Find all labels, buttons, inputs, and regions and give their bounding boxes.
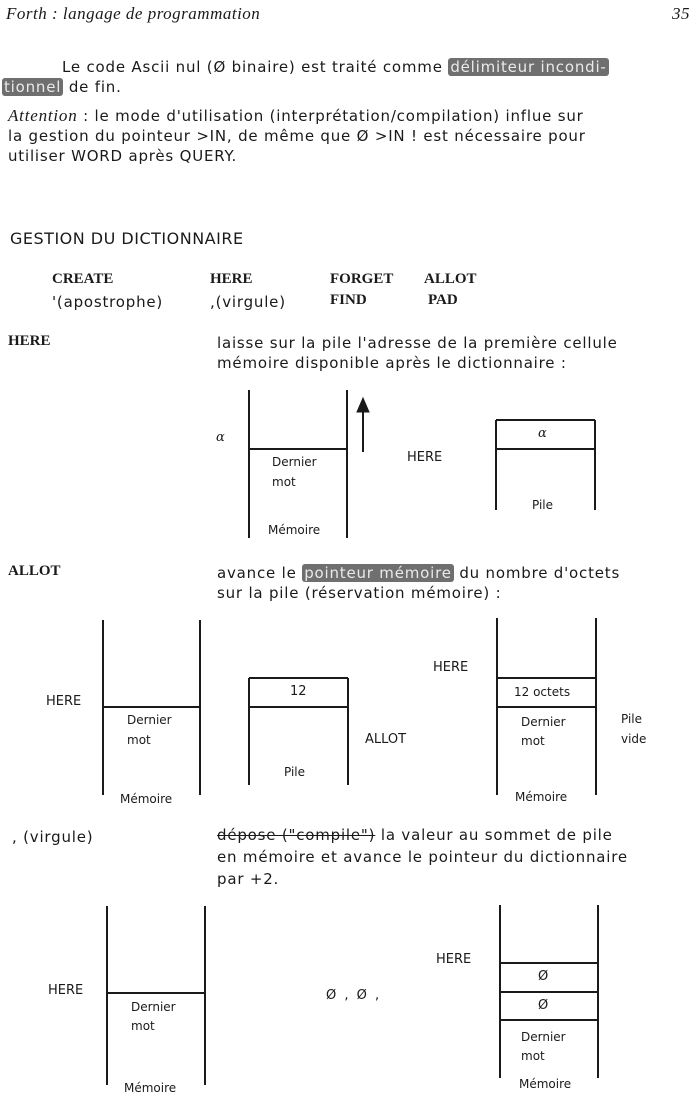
allot-memoire2-label: Mémoire [515,790,568,804]
allot-here-right: HERE [433,660,469,675]
attention-line-2: la gestion du pointeur >IN, de même que Ø >IN ! est nécessaire pour [8,127,586,145]
comma-text-b: la valeur au sommet de pile [380,826,613,844]
def-here-line-1: laisse sur la pile l'adresse de la première cellule [217,334,618,352]
attention-line-3: utiliser WORD après QUERY. [8,147,238,165]
comma-dernier-label: Dernier [131,1000,176,1014]
section-title: GESTION DU DICTIONNAIRE [10,229,244,248]
intro-highlight-2: tionnel [4,78,62,96]
word-apostrophe: '(apostrophe) [52,293,164,311]
here-mot-label: mot [272,475,296,489]
def-comma-line-2: en mémoire et avance le pointeur du dictionnaire [217,848,628,866]
comma-stack-zero-1: Ø [538,969,549,984]
attention-word: Attention [8,106,78,125]
allot-mot2-label: mot [521,734,545,748]
page-number: 35 [672,4,690,23]
def-term-allot: ALLOT [8,563,61,579]
word-allot: ALLOT [424,271,477,287]
here-dernier-label: Dernier [272,455,317,469]
comma-mot-label: mot [131,1019,155,1033]
allot-pile-label: Pile [284,765,306,779]
word-virgule: ,(virgule) [210,293,286,311]
allot-text-b: du nombre d'octets [459,564,621,582]
word-create: CREATE [52,271,114,287]
def-comma-line-3: par +2. [217,870,280,888]
here-memoire-label: Mémoire [268,523,321,537]
word-here: HERE [210,271,253,287]
running-header: Forth : langage de programmation [6,4,261,23]
intro-highlight: délimiteur incondi- [450,58,607,76]
intro-text-2: de fin. [68,78,122,96]
allot-memoire-label: Mémoire [120,792,173,806]
def-term-comma: , (virgule) [12,828,94,846]
word-find: FIND [330,292,367,308]
word-pad: PAD [428,292,458,308]
here-alpha-label: α [216,430,225,445]
comma-strike-text: dépose ("compile") [217,826,376,844]
comma-memoire-label: Mémoire [124,1081,177,1095]
def-allot-line-2: sur la pile (réservation mémoire) : [217,584,502,602]
allot-allot-label: ALLOT [365,732,407,747]
word-forget: FORGET [330,271,394,287]
here-stack-alpha: α [538,426,547,441]
intro-text: Le code Ascii nul (Ø binaire) est traité comme [62,58,443,76]
comma-code-label: Ø , Ø , [326,988,382,1003]
allot-dernier-label: Dernier [127,713,172,727]
comma-stack-zero-2: Ø [538,998,549,1013]
allot-vide-label: vide [621,732,647,746]
def-term-here: HERE [8,333,51,349]
comma-memoire2-label: Mémoire [519,1077,572,1091]
comma-here-right: HERE [436,952,472,967]
here-here-label: HERE [407,450,443,465]
def-here-line-2: mémoire disponible après le dictionnaire : [217,354,567,372]
allot-stack-12: 12 [290,684,307,699]
comma-mot2-label: mot [521,1049,545,1063]
allot-highlight: pointeur mémoire [304,564,452,582]
here-pile-label: Pile [532,498,554,512]
allot-text-a: avance le [217,564,297,582]
allot-dernier2-label: Dernier [521,715,566,729]
allot-octets-label: 12 octets [514,685,571,699]
allot-mot-label: mot [127,733,151,747]
allot-pile2-label: Pile [621,712,643,726]
comma-dernier2-label: Dernier [521,1030,566,1044]
allot-here-left: HERE [46,694,82,709]
comma-here-left: HERE [48,983,84,998]
attention-text-1: : le mode d'utilisation (interprétation/compilation) influe sur [77,107,584,125]
